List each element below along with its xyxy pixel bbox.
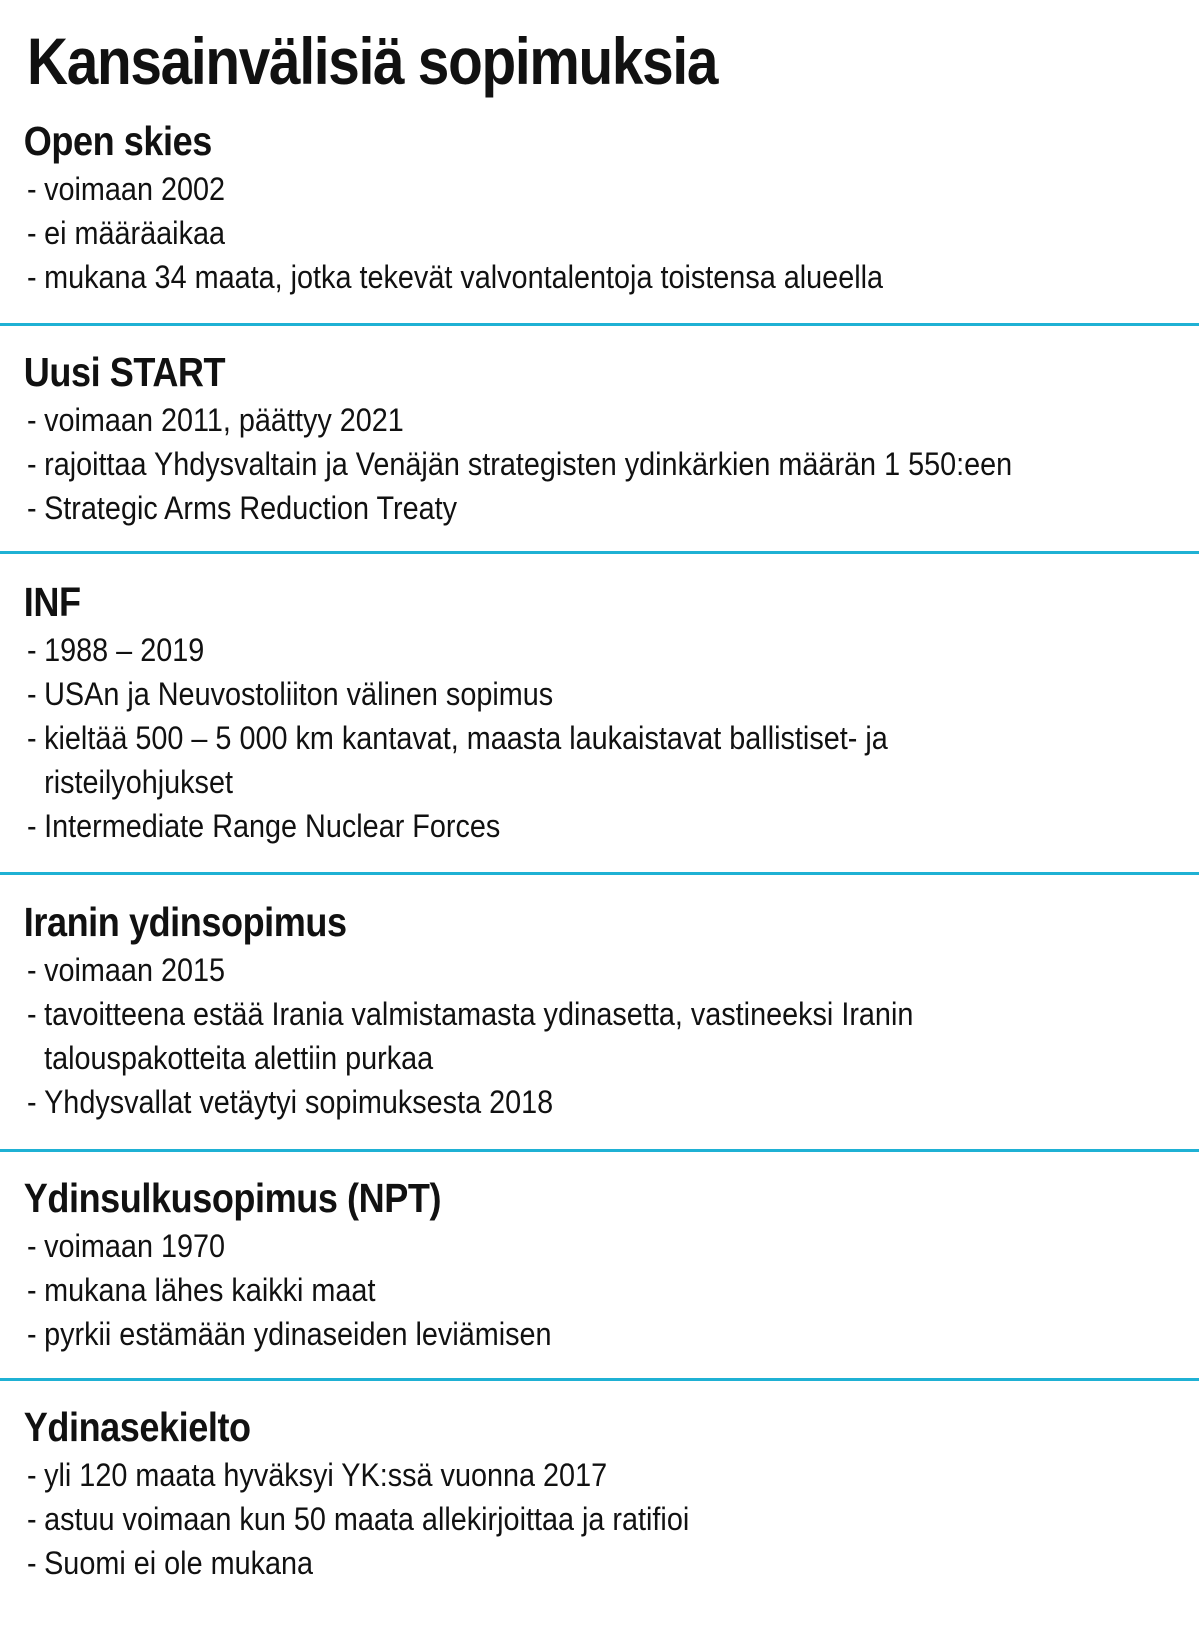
list-item: - mukana lähes kaikki maat	[27, 1268, 1082, 1312]
section-uusi-start	[0, 346, 1199, 530]
item-list	[0, 398, 1199, 530]
list-item: - astuu voimaan kun 50 maata allekirjoittaa ja ratifioi	[27, 1497, 1082, 1541]
section-open-skies	[0, 115, 1199, 299]
list-item: - mukana 34 maata, jotka tekevät valvontalentoja toistensa alueella	[27, 255, 1082, 299]
list-item: - tavoitteena estää Irania valmistamasta ydinasetta, vastineeksi Iranin talouspakotteita alettiin purkaa	[27, 992, 1082, 1080]
item-list	[0, 1453, 1199, 1585]
section-heading: Iranin ydinsopimus	[23, 899, 347, 945]
list-item: - voimaan 1970	[27, 1224, 1082, 1268]
list-item: - USAn ja Neuvostoliiton välinen sopimus	[27, 672, 1082, 716]
list-item: - voimaan 2015	[27, 948, 1082, 992]
list-item: - rajoittaa Yhdysvaltain ja Venäjän strategisten ydinkärkien määrän 1 550:een	[27, 442, 1082, 486]
section-divider	[0, 1149, 1199, 1152]
list-item: - voimaan 2011, päättyy 2021	[27, 398, 1082, 442]
item-list	[0, 948, 1199, 1124]
section-inf	[0, 576, 1199, 848]
item-list	[0, 1224, 1199, 1356]
section-iranin-ydinsopimus	[0, 896, 1199, 1124]
section-heading: Open skies	[23, 118, 212, 164]
list-item: - ei määräaikaa	[27, 211, 1082, 255]
section-divider	[0, 872, 1199, 875]
section-divider	[0, 1378, 1199, 1381]
list-item: - Intermediate Range Nuclear Forces	[27, 804, 1082, 848]
item-list	[0, 628, 1199, 848]
list-item: - Strategic Arms Reduction Treaty	[27, 486, 1082, 530]
section-divider	[0, 323, 1199, 326]
list-item: - Suomi ei ole mukana	[27, 1541, 1082, 1585]
list-item: - Yhdysvallat vetäytyi sopimuksesta 2018	[27, 1080, 1082, 1124]
list-item: - pyrkii estämään ydinaseiden leviämisen	[27, 1312, 1082, 1356]
section-ydinsulkusopimus	[0, 1172, 1199, 1356]
section-heading: INF	[23, 579, 81, 625]
list-item: - yli 120 maata hyväksyi YK:ssä vuonna 2017	[27, 1453, 1082, 1497]
section-ydinasekielto	[0, 1401, 1199, 1585]
list-item: - voimaan 2002	[27, 167, 1082, 211]
item-list	[0, 167, 1199, 299]
page-title: Kansainvälisiä sopimuksia	[27, 24, 718, 98]
list-item: - 1988 – 2019	[27, 628, 1082, 672]
section-heading: Ydinasekielto	[23, 1404, 251, 1450]
section-heading: Ydinsulkusopimus (NPT)	[23, 1175, 442, 1221]
section-heading: Uusi START	[23, 349, 226, 395]
section-divider	[0, 551, 1199, 554]
list-item: - kieltää 500 – 5 000 km kantavat, maasta laukaistavat ballistiset- ja risteilyohjukset	[27, 716, 1082, 804]
